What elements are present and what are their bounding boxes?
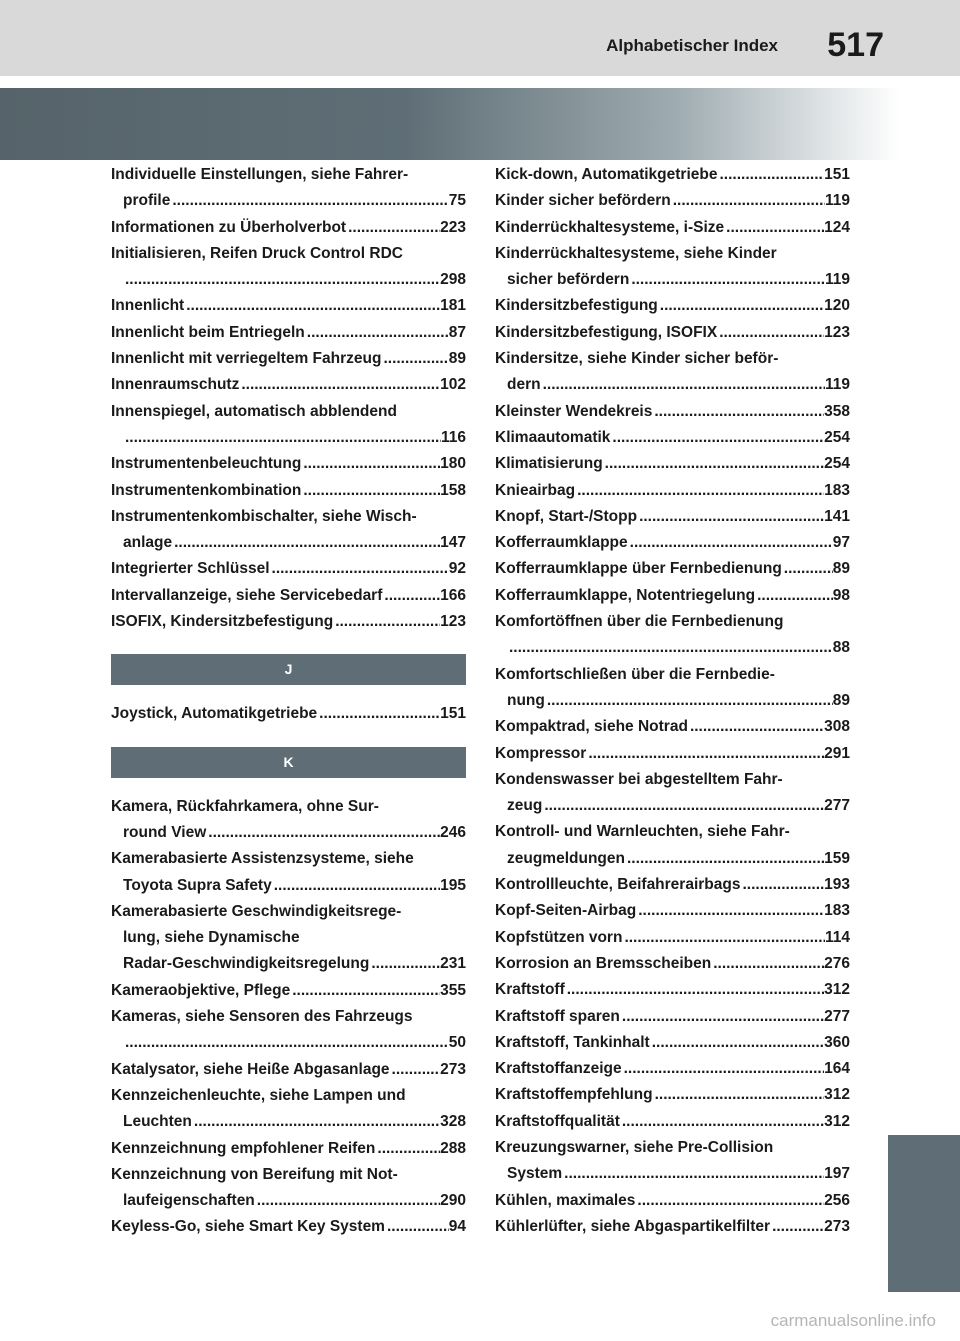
chapter-banner [0,88,900,160]
index-entry-text: nung [507,691,545,709]
index-entry-page: 50 [448,1034,466,1052]
index-entry-text: Kamerabasierte Geschwindigkeitsrege- [111,902,402,920]
dot-leader [782,556,833,582]
index-entry-page: 312 [824,1086,850,1104]
page-number: 517 [827,26,884,64]
index-entry-text: Katalysator, siehe Heiße Abgasanlage [111,1060,390,1078]
index-entry-page: 291 [824,744,850,762]
dot-leader [170,188,448,214]
index-entry-page: 273 [440,1060,466,1078]
index-entry-text: Innenlicht mit verriegeltem Fahrzeug [111,350,382,368]
index-entry-page: 97 [832,534,850,552]
index-entry-page: 123 [824,323,850,341]
index-entry-text: zeug [507,797,543,815]
index-entry [495,320,850,346]
index-entry-page: 89 [448,350,466,368]
dot-leader [610,425,824,451]
index-entry-page: 197 [824,1165,850,1183]
index-entry-text: Kameraobjektive, Pflege [111,981,291,999]
dot-leader [562,1161,824,1187]
index-entry-page: 89 [832,560,850,578]
index-entry-text: Kompressor [495,744,587,762]
index-entry [495,1082,850,1108]
index-entry-text: System [507,1165,563,1183]
index-entry-page: 120 [824,297,850,315]
dot-leader [637,504,824,530]
index-entry-page: 193 [824,876,850,894]
dot-leader [184,293,440,319]
index-entry [111,556,466,582]
index-entry [111,504,466,557]
index-entry-text: Kinderrückhaltesysteme, i-Size [495,218,725,236]
dot-leader [770,1214,824,1240]
index-entry-text: Informationen zu Überholverbot [111,218,347,236]
index-entry-page: 141 [824,507,850,525]
index-entry-text: Kleinster Wendekreis [495,402,653,420]
index-entry-text: Kopf-Seiten-Airbag [495,902,637,920]
index-entry [111,346,466,372]
index-entry [495,293,850,319]
index-entry-text: Instrumentenkombination [111,481,302,499]
index-entry-page: 180 [440,455,466,473]
index-entry [111,978,466,1004]
index-entry-page: 183 [824,902,850,920]
index-entry-text: Integrierter Schlüssel [111,560,270,578]
index-column-right [495,162,850,1240]
dot-leader [390,1057,441,1083]
index-entry [495,872,850,898]
index-entry-page: 223 [440,218,466,236]
dot-leader [658,293,824,319]
dot-leader [270,556,449,582]
index-entry-text: profile [123,192,171,210]
index-entry-page: 124 [824,218,850,236]
index-entry-text: Kompaktrad, siehe Notrad [495,718,688,736]
index-entry-text: Innenraumschutz [111,376,240,394]
index-entry-page: 298 [440,271,466,289]
index-entry-page: 277 [824,797,850,815]
index-entry-page: 123 [440,613,466,631]
chapter-side-tab [888,1135,960,1292]
index-entry-text: Kick-down, Automatikgetriebe [495,166,718,183]
index-entry [495,451,850,477]
index-entry-text: Kreuzungswarner, siehe Pre-Collision [495,1138,774,1156]
index-entry-page: 119 [824,271,850,289]
index-entry-text: Kamerabasierte Assistenzsysteme, siehe [111,850,414,868]
dot-leader [290,978,440,1004]
index-entry-page: 288 [440,1139,466,1157]
letter-heading-k: K [111,747,466,778]
index-entry-page: 360 [824,1033,850,1051]
dot-leader [717,162,824,188]
index-entry [495,1135,850,1188]
index-entry [111,583,466,609]
index-entry [495,530,850,556]
index-entry [111,1162,466,1215]
index-entry [111,162,466,215]
index-entry-page: 355 [440,981,466,999]
dot-leader [586,741,824,767]
index-entry-page: 151 [440,705,466,723]
index-entry-text: Kopfstützen vorn [495,928,623,946]
index-entry-text: zeugmeldungen [507,849,625,867]
index-entry-page: 94 [448,1218,466,1236]
index-entry-text: Kamera, Rückfahrkamera, ohne Sur- [111,797,379,815]
index-entry [495,977,850,1003]
index-entry [495,556,850,582]
header-band [0,0,960,76]
index-entry-text: anlage [123,534,173,552]
index-entry-text: Joystick, Automatikgetriebe [111,705,318,723]
index-entry-text: Individuelle Einstellungen, siehe Fahrer- [111,166,409,183]
index-entry-text: Instrumentenkombischalter, siehe Wisch- [111,507,417,525]
index-entry-page: 308 [824,718,850,736]
index-entry-page: 92 [448,560,466,578]
index-entry-page: 183 [824,481,850,499]
index-entry-text: Kinder sicher befördern [495,192,671,210]
dot-leader [346,215,440,241]
index-entry-text: Kühlerlüfter, siehe Abgaspartikelfilter [495,1217,771,1235]
index-entry-page: 312 [824,981,850,999]
index-entry-page: 276 [824,954,850,972]
index-entry-text: Leuchten [123,1113,192,1131]
index-entry-page: 164 [824,1060,850,1078]
dot-leader [301,478,440,504]
dot-leader [724,215,824,241]
dot-leader [652,399,824,425]
index-entry-page: 256 [824,1191,850,1209]
index-entry [495,951,850,977]
index-entry [111,1057,466,1083]
index-entry-page: 119 [824,192,850,210]
index-entry [111,794,466,847]
index-group [111,701,466,727]
index-entry [495,241,850,294]
index-entry [495,662,850,715]
dot-leader [369,951,440,977]
index-entry-text: Kontrollleuchte, Beifahrerairbags [495,876,741,894]
index-entry-text: Kraftstoff, Tankinhalt [495,1033,650,1051]
index-group [495,162,850,1240]
index-entry [111,846,466,899]
index-entry [495,819,850,872]
index-entry [111,320,466,346]
index-column-left [111,162,466,1241]
index-entry-text: Knopf, Start-/Stopp [495,507,638,525]
index-entry-text: Radar-Geschwindigkeitsregelung [123,955,370,973]
index-entry-page: 312 [824,1112,850,1130]
index-entry [495,1188,850,1214]
index-entry [495,1056,850,1082]
index-entry-text: Innenlicht beim Entriegeln [111,323,305,341]
index-entry [111,1136,466,1162]
dot-leader [255,1188,440,1214]
dot-leader [545,688,833,714]
index-entry-page: 231 [440,955,466,973]
index-entry-page: 277 [824,1007,850,1025]
dot-leader [620,1004,824,1030]
index-entry-text: Kennzeichnung von Bereifung mit Not- [111,1165,398,1183]
index-entry [495,478,850,504]
dot-leader [622,925,825,951]
index-entry-page: 166 [440,586,466,604]
index-entry [495,714,850,740]
index-entry-text: Kraftstoffanzeige [495,1060,622,1078]
index-entry-text: Keyless-Go, siehe Smart Key System [111,1218,385,1236]
dot-leader [172,530,440,556]
index-entry-text: Kindersitze, siehe Kinder sicher beför- [495,350,779,368]
index-entry-page: 88 [832,639,850,657]
dot-leader [123,425,441,451]
index-entry-page: 273 [824,1217,850,1235]
dot-leader [629,267,825,293]
index-entry [111,293,466,319]
index-entry-text: dern [507,376,541,394]
index-entry [111,215,466,241]
index-entry-text: Komfortschließen über die Fernbedie- [495,665,775,683]
index-entry-text: round View [123,823,207,841]
index-entry-page: 246 [440,823,466,841]
letter-heading-j: J [111,654,466,685]
dot-leader [375,1136,440,1162]
dot-leader [755,583,833,609]
index-entry-text: Kinderrückhaltesysteme, siehe Kinder [495,244,777,262]
dot-leader [740,872,824,898]
dot-leader [650,1030,824,1056]
index-entry [495,425,850,451]
dot-leader [625,846,824,872]
index-group [111,794,466,1241]
index-entry [111,451,466,477]
index-entry [495,1109,850,1135]
index-entry [111,241,466,294]
index-entry-text: Kraftstoffqualität [495,1112,620,1130]
index-entry [111,1004,466,1057]
index-entry-text: Kindersitzbefestigung [495,297,658,315]
dot-leader [123,267,440,293]
index-entry [495,767,850,820]
index-entry-page: 116 [440,428,466,446]
index-entry-text: Kennzeichnung empfohlener Reifen [111,1139,376,1157]
index-entry-text: Kraftstoff [495,981,565,999]
dot-leader [333,609,440,635]
index-entry-text: Instrumentenbeleuchtung [111,455,302,473]
dot-leader [603,451,824,477]
index-entry-page: 254 [824,428,850,446]
dot-leader [206,820,440,846]
dot-leader [636,898,824,924]
dot-leader [305,320,449,346]
index-entry-text: Kondenswasser bei abgestelltem Fahr- [495,770,783,788]
index-entry-text: Klimaautomatik [495,428,611,446]
dot-leader [381,346,448,372]
index-entry-page: 147 [440,534,466,552]
dot-leader [123,1030,449,1056]
dot-leader [301,451,440,477]
index-entry-page: 159 [824,849,850,867]
index-entry [495,1030,850,1056]
dot-leader [565,977,824,1003]
index-entry [495,925,850,951]
index-entry-text: Kofferraumklappe über Fernbedienung [495,560,782,578]
index-entry-text: Korrosion an Bremsscheiben [495,954,712,972]
index-entry [495,504,850,530]
index-entry-text: Initialisieren, Reifen Druck Control RDC [111,244,403,262]
index-entry-text: lung, siehe Dynamische [123,929,300,947]
index-entry [495,583,850,609]
index-entry-text: ISOFIX, Kindersitzbefestigung [111,613,334,631]
index-entry-text: Toyota Supra Safety [123,876,272,894]
index-entry-text: Kontroll- und Warnleuchten, siehe Fahr- [495,823,790,841]
dot-leader [541,372,825,398]
dot-leader [272,873,440,899]
index-entry-page: 114 [824,928,850,946]
index-entry-page: 75 [448,192,466,210]
dot-leader [542,793,824,819]
index-entry-text: Klimatisierung [495,455,603,473]
dot-leader [239,372,440,398]
index-entry [495,1004,850,1030]
index-entry [495,188,850,214]
dot-leader [628,530,833,556]
index-entry-text: Kraftstoff sparen [495,1007,620,1025]
index-entry-text: Innenspiegel, automatisch abblendend [111,402,397,420]
index-entry [495,1214,850,1240]
index-entry [495,898,850,924]
index-entry [495,346,850,399]
index-entry-page: 195 [440,876,466,894]
index-entry-text: Kameras, siehe Sensoren des Fahrzeugs [111,1008,413,1026]
index-entry [111,1214,466,1240]
dot-leader [620,1109,824,1135]
index-entry [111,899,466,978]
index-entry-page: 158 [440,481,466,499]
footer-watermark: carmanualsonline.info [770,1311,936,1330]
dot-leader [671,188,825,214]
index-entry-text: Knieairbag [495,481,576,499]
dot-leader [317,701,440,727]
index-entry-page: 119 [824,376,850,394]
index-entry [111,701,466,727]
index-entry-page: 181 [440,297,466,315]
dot-leader [192,1109,440,1135]
dot-leader [688,714,824,740]
index-entry-text: Kofferraumklappe, Notentriegelung [495,586,756,604]
index-entry-page: 87 [448,323,466,341]
index-entry-text: sicher befördern [507,271,630,289]
index-entry [495,741,850,767]
index-group [111,162,466,635]
dot-leader [385,1214,449,1240]
dot-leader [382,583,440,609]
index-entry-text: Intervallanzeige, siehe Servicebedarf [111,586,383,604]
index-entry-text: Kindersitzbefestigung, ISOFIX [495,323,718,341]
index-entry-page: 151 [824,166,850,183]
index-entry-page: 102 [440,376,466,394]
index-entry-text: Kennzeichenleuchte, siehe Lampen und [111,1086,406,1104]
index-entry-page: 290 [440,1192,466,1210]
index-entry [495,162,850,188]
index-entry-text: Innenlicht [111,297,185,315]
index-entry-text: Komfortöffnen über die Fernbedienung [495,613,784,631]
index-entry-text: Kofferraumklappe [495,534,628,552]
index-entry-text: laufeigenschaften [123,1192,255,1210]
index-entry-page: 98 [832,586,850,604]
dot-leader [575,478,824,504]
index-entry [111,1083,466,1136]
dot-leader [635,1188,824,1214]
dot-leader [653,1082,825,1108]
index-entry-page: 254 [824,455,850,473]
index-entry [495,609,850,662]
index-entry [111,399,466,452]
dot-leader [507,635,833,661]
index-entry-text: Kraftstoffempfehlung [495,1086,653,1104]
index-entry [495,399,850,425]
index-entry [111,372,466,398]
section-title: Alphabetischer Index [606,36,778,55]
index-entry-page: 328 [440,1113,466,1131]
dot-leader [717,320,824,346]
index-entry-text: Kühlen, maximales [495,1191,636,1209]
index-entry [111,478,466,504]
dot-leader [622,1056,825,1082]
index-entry [111,609,466,635]
dot-leader [711,951,824,977]
index-entry [495,215,850,241]
index-entry-page: 358 [824,402,850,420]
index-entry-page: 89 [832,691,850,709]
